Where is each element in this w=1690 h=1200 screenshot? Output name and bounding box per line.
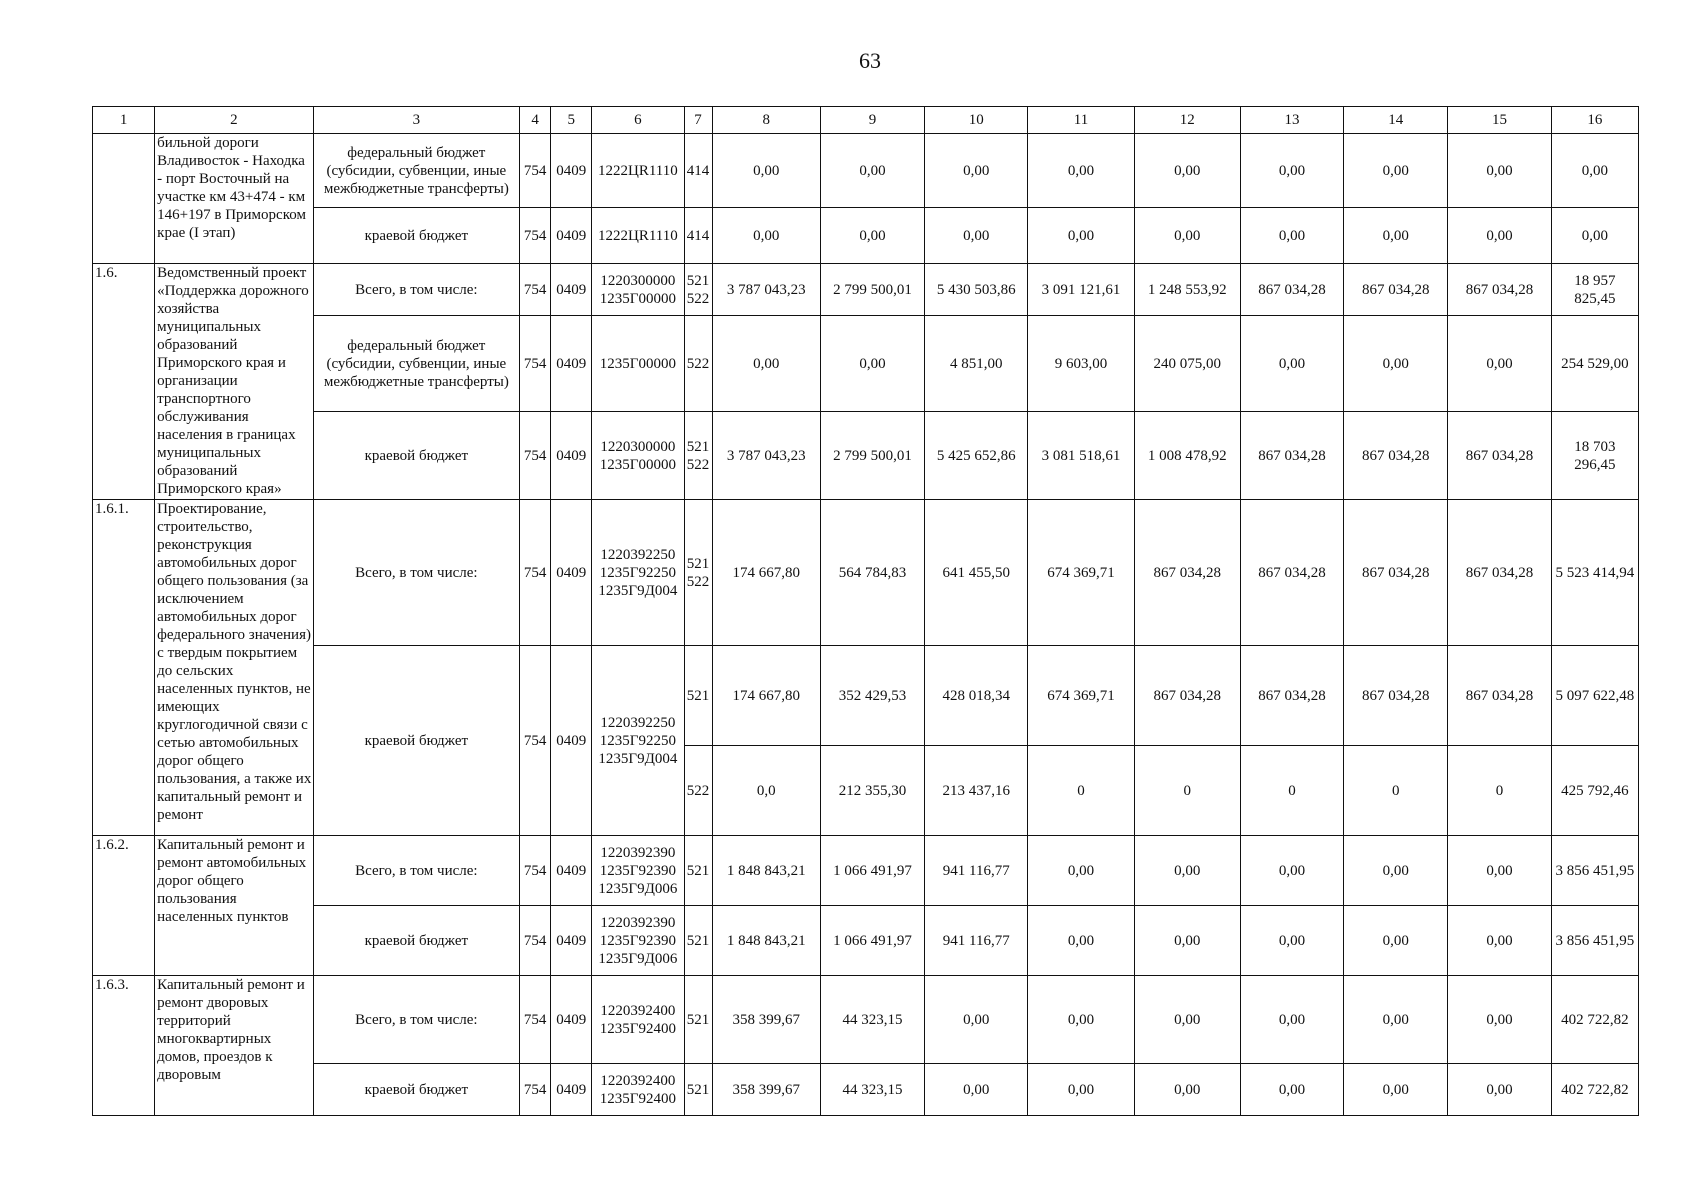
value-cell-col8: 174 667,80 [712, 646, 820, 746]
value-cell-col10: 0,00 [925, 1064, 1028, 1116]
code-line: 1235Г9Д006 [598, 950, 678, 967]
column-header-16: 16 [1551, 107, 1638, 134]
value-cell-col12: 0,00 [1134, 134, 1240, 208]
column-header-8: 8 [712, 107, 820, 134]
table-row [93, 836, 1639, 906]
code-type: 521 [684, 976, 712, 1064]
value-cell-col13: 0,00 [1240, 836, 1343, 906]
value-cell-col10: 213 437,16 [925, 746, 1028, 836]
column-header-9: 9 [820, 107, 924, 134]
value-cell-col11: 0,00 [1028, 134, 1134, 208]
code-line: 1220392390 [600, 844, 676, 861]
code-line: 1235Г00000 [599, 290, 676, 307]
code-section: 0409 [551, 976, 592, 1064]
code-section: 0409 [551, 836, 592, 906]
value-cell-col10: 941 116,77 [925, 836, 1028, 906]
value-cell-col8: 3 787 043,23 [712, 264, 820, 316]
value-cell-col10: 5 425 652,86 [925, 412, 1028, 500]
table-row [93, 264, 1639, 316]
code-type: 522 [684, 746, 712, 836]
value-cell-col15: 867 034,28 [1448, 500, 1551, 646]
value-cell-col10: 4 851,00 [925, 316, 1028, 412]
code-line: 1220300000 [600, 272, 676, 289]
code-target [592, 1064, 684, 1116]
column-header-10: 10 [925, 107, 1028, 134]
code-target: 1222ЦR1110 [592, 134, 684, 208]
code-target [592, 500, 684, 646]
value-cell-col11: 3 081 518,61 [1028, 412, 1134, 500]
value-cell-col9: 2 799 500,01 [820, 412, 924, 500]
funding-source: краевой бюджет [313, 1064, 520, 1116]
value-cell-col12: 0 [1134, 746, 1240, 836]
value-cell-col8: 3 787 043,23 [712, 412, 820, 500]
funding-source: федеральный бюджет (субсидии, субвенции, иные межбюджетные трансферты) [313, 316, 520, 412]
code-section: 0409 [551, 906, 592, 976]
code-grbs: 754 [520, 316, 551, 412]
code-grbs: 754 [520, 264, 551, 316]
table-row [93, 316, 1639, 412]
code-target [592, 836, 684, 906]
funding-source: Всего, в том числе: [313, 500, 520, 646]
column-header-1: 1 [93, 107, 155, 134]
code-line: 521 [686, 438, 710, 455]
code-type: 521 [684, 906, 712, 976]
value-cell-col8: 174 667,80 [712, 500, 820, 646]
value-cell-col14: 0,00 [1344, 836, 1448, 906]
measure-name: Капитальный ремонт и ремонт дворовых территорий многоквартирных домов, проездов к дворовым [155, 976, 313, 1116]
code-section: 0409 [551, 264, 592, 316]
value-cell-col11: 0,00 [1028, 906, 1134, 976]
code-line: 1235Г92400 [599, 1090, 676, 1107]
value-cell-col10: 0,00 [925, 134, 1028, 208]
value-cell-col8: 0,00 [712, 316, 820, 412]
funding-source: Всего, в том числе: [313, 976, 520, 1064]
value-cell-col10: 5 430 503,86 [925, 264, 1028, 316]
code-line: 1220392400 [600, 1072, 676, 1089]
value-cell-col13: 0,00 [1240, 316, 1343, 412]
value-cell-col11: 0,00 [1028, 208, 1134, 264]
column-header-5: 5 [551, 107, 592, 134]
value-cell-col12: 0,00 [1134, 836, 1240, 906]
code-grbs: 754 [520, 976, 551, 1064]
table-row [93, 1064, 1639, 1116]
value-cell-col14: 867 034,28 [1344, 264, 1448, 316]
code-section: 0409 [551, 1064, 592, 1116]
column-header-2: 2 [155, 107, 313, 134]
value-cell-col9: 2 799 500,01 [820, 264, 924, 316]
value-cell-col15: 0,00 [1448, 316, 1551, 412]
value-cell-col13: 867 034,28 [1240, 412, 1343, 500]
column-header-15: 15 [1448, 107, 1551, 134]
value-cell-col12: 1 248 553,92 [1134, 264, 1240, 316]
code-line: 1235Г92400 [599, 1020, 676, 1037]
value-cell-col16: 5 523 414,94 [1551, 500, 1638, 646]
value-cell-col11: 3 091 121,61 [1028, 264, 1134, 316]
column-header-3: 3 [313, 107, 520, 134]
code-section: 0409 [551, 134, 592, 208]
value-cell-col13: 867 034,28 [1240, 646, 1343, 746]
value-cell-col12: 867 034,28 [1134, 646, 1240, 746]
value-cell-col12: 240 075,00 [1134, 316, 1240, 412]
value-cell-col10: 0,00 [925, 976, 1028, 1064]
value-cell-col11: 0,00 [1028, 836, 1134, 906]
value-cell-col9: 564 784,83 [820, 500, 924, 646]
value-cell-col10: 641 455,50 [925, 500, 1028, 646]
code-type: 414 [684, 134, 712, 208]
code-grbs: 754 [520, 646, 551, 836]
code-type: 522 [684, 316, 712, 412]
budget-table [92, 106, 1639, 1116]
value-cell-col14: 0,00 [1344, 208, 1448, 264]
value-cell-col13: 867 034,28 [1240, 500, 1343, 646]
code-line: 1220300000 [600, 438, 676, 455]
value-cell-col15: 0,00 [1448, 976, 1551, 1064]
code-line: 1220392390 [600, 914, 676, 931]
code-target [592, 412, 684, 500]
code-type [684, 412, 712, 500]
value-cell-col16: 5 097 622,48 [1551, 646, 1638, 746]
table-row [93, 412, 1639, 500]
funding-source: краевой бюджет [313, 906, 520, 976]
column-header-14: 14 [1344, 107, 1448, 134]
value-cell-col13: 0,00 [1240, 134, 1343, 208]
funding-source: краевой бюджет [313, 646, 520, 836]
value-cell-col8: 358 399,67 [712, 976, 820, 1064]
code-target: 1222ЦR1110 [592, 208, 684, 264]
value-cell-col9: 44 323,15 [820, 1064, 924, 1116]
code-line: 522 [686, 290, 710, 307]
column-header-7: 7 [684, 107, 712, 134]
value-cell-col16: 18 703 296,45 [1551, 412, 1638, 500]
value-cell-col12: 0,00 [1134, 1064, 1240, 1116]
value-cell-col15: 867 034,28 [1448, 646, 1551, 746]
funding-source: федеральный бюджет (субсидии, субвенции, иные межбюджетные трансферты) [313, 134, 520, 208]
value-cell-col15: 0,00 [1448, 134, 1551, 208]
value-cell-col8: 0,0 [712, 746, 820, 836]
value-cell-col15: 0,00 [1448, 1064, 1551, 1116]
table-row [93, 134, 1639, 208]
value-cell-col14: 0,00 [1344, 1064, 1448, 1116]
value-cell-col15: 0,00 [1448, 836, 1551, 906]
code-type [684, 264, 712, 316]
code-target [592, 646, 684, 836]
value-cell-col16: 425 792,46 [1551, 746, 1638, 836]
value-cell-col15: 0,00 [1448, 906, 1551, 976]
measure-name: бильной дороги Владивосток - Находка - порт Восточный на участке км 43+474 - км 146+197 в Приморском крае (I этап) [155, 134, 313, 264]
value-cell-col15: 867 034,28 [1448, 412, 1551, 500]
measure-name: Капитальный ремонт и ремонт автомобильных дорог общего пользования населенных пунктов [155, 836, 313, 976]
value-cell-col14: 867 034,28 [1344, 646, 1448, 746]
code-line: 522 [686, 573, 710, 590]
funding-source: Всего, в том числе: [313, 836, 520, 906]
column-header-11: 11 [1028, 107, 1134, 134]
code-line: 1220392250 [600, 546, 676, 563]
code-target: 1235Г00000 [592, 316, 684, 412]
value-cell-col13: 0,00 [1240, 906, 1343, 976]
value-cell-col16: 402 722,82 [1551, 976, 1638, 1064]
funding-source: Всего, в том числе: [313, 264, 520, 316]
value-cell-col12: 867 034,28 [1134, 500, 1240, 646]
code-type: 521 [684, 646, 712, 746]
code-section: 0409 [551, 412, 592, 500]
value-cell-col9: 0,00 [820, 134, 924, 208]
value-cell-col10: 0,00 [925, 208, 1028, 264]
code-type: 414 [684, 208, 712, 264]
value-cell-col8: 358 399,67 [712, 1064, 820, 1116]
value-cell-col16: 0,00 [1551, 134, 1638, 208]
code-line: 522 [686, 456, 710, 473]
value-cell-col13: 0,00 [1240, 976, 1343, 1064]
value-cell-col8: 1 848 843,21 [712, 906, 820, 976]
code-section: 0409 [551, 646, 592, 836]
value-cell-col9: 0,00 [820, 316, 924, 412]
code-line: 1235Г92390 [599, 862, 676, 879]
code-line: 521 [686, 555, 710, 572]
value-cell-col11: 0,00 [1028, 976, 1134, 1064]
funding-source: краевой бюджет [313, 412, 520, 500]
value-cell-col16: 0,00 [1551, 208, 1638, 264]
code-target [592, 264, 684, 316]
value-cell-col14: 0,00 [1344, 134, 1448, 208]
value-cell-col9: 212 355,30 [820, 746, 924, 836]
table-row [93, 208, 1639, 264]
value-cell-col13: 867 034,28 [1240, 264, 1343, 316]
code-line: 1235Г9Д004 [598, 750, 678, 767]
table-row [93, 906, 1639, 976]
value-cell-col12: 1 008 478,92 [1134, 412, 1240, 500]
column-header-13: 13 [1240, 107, 1343, 134]
value-cell-col10: 428 018,34 [925, 646, 1028, 746]
column-header-4: 4 [520, 107, 551, 134]
code-line: 1235Г9Д006 [598, 880, 678, 897]
value-cell-col8: 0,00 [712, 134, 820, 208]
value-cell-col13: 0,00 [1240, 1064, 1343, 1116]
value-cell-col9: 1 066 491,97 [820, 836, 924, 906]
column-header-6: 6 [592, 107, 684, 134]
value-cell-col15: 0 [1448, 746, 1551, 836]
measure-name: Ведомственный проект «Поддержка дорожного хозяйства муниципальных образований Приморского края и организации транспортного обслуживания населения в границах муниципальных образований Приморского края» [155, 264, 313, 500]
code-line: 1220392400 [600, 1002, 676, 1019]
code-grbs: 754 [520, 1064, 551, 1116]
row-number: 1.6.1. [93, 500, 155, 836]
page-number: 63 [859, 48, 881, 73]
code-grbs: 754 [520, 500, 551, 646]
value-cell-col11: 674 369,71 [1028, 646, 1134, 746]
code-target [592, 906, 684, 976]
code-grbs: 754 [520, 134, 551, 208]
code-section: 0409 [551, 316, 592, 412]
value-cell-col9: 0,00 [820, 208, 924, 264]
code-grbs: 754 [520, 906, 551, 976]
code-line: 1235Г92390 [599, 932, 676, 949]
value-cell-col8: 0,00 [712, 208, 820, 264]
code-line: 521 [686, 272, 710, 289]
value-cell-col14: 0,00 [1344, 906, 1448, 976]
value-cell-col8: 1 848 843,21 [712, 836, 820, 906]
code-grbs: 754 [520, 412, 551, 500]
row-number [93, 134, 155, 264]
value-cell-col9: 352 429,53 [820, 646, 924, 746]
code-line: 1235Г92250 [599, 564, 676, 581]
code-type: 521 [684, 836, 712, 906]
table-row [93, 500, 1639, 646]
value-cell-col11: 674 369,71 [1028, 500, 1134, 646]
code-grbs: 754 [520, 836, 551, 906]
value-cell-col16: 254 529,00 [1551, 316, 1638, 412]
value-cell-col14: 867 034,28 [1344, 500, 1448, 646]
value-cell-col11: 0 [1028, 746, 1134, 836]
value-cell-col11: 9 603,00 [1028, 316, 1134, 412]
code-line: 1235Г9Д004 [598, 582, 678, 599]
column-header-12: 12 [1134, 107, 1240, 134]
code-line: 1220392250 [600, 714, 676, 731]
value-cell-col12: 0,00 [1134, 906, 1240, 976]
value-cell-col9: 44 323,15 [820, 976, 924, 1064]
code-type: 521 [684, 1064, 712, 1116]
value-cell-col9: 1 066 491,97 [820, 906, 924, 976]
header-row [93, 107, 1639, 134]
funding-source: краевой бюджет [313, 208, 520, 264]
measure-name: Проектирование, строительство, реконструкция автомобильных дорог общего пользования (за исключением автомобильных дорог федерального значения) с твердым покрытием до сельских населенных пунктов, не имеющих круглогодичной связи с сетью автомобильных дорог общего пользования, а также их капитальный ремонт и ремонт [155, 500, 313, 836]
value-cell-col12: 0,00 [1134, 976, 1240, 1064]
value-cell-col15: 867 034,28 [1448, 264, 1551, 316]
table-row [93, 646, 1639, 746]
row-number: 1.6. [93, 264, 155, 500]
code-target [592, 976, 684, 1064]
value-cell-col14: 867 034,28 [1344, 412, 1448, 500]
value-cell-col13: 0,00 [1240, 208, 1343, 264]
code-section: 0409 [551, 208, 592, 264]
row-number: 1.6.3. [93, 976, 155, 1116]
value-cell-col14: 0,00 [1344, 976, 1448, 1064]
value-cell-col14: 0,00 [1344, 316, 1448, 412]
table-row [93, 976, 1639, 1064]
value-cell-col16: 402 722,82 [1551, 1064, 1638, 1116]
value-cell-col16: 18 957 825,45 [1551, 264, 1638, 316]
code-grbs: 754 [520, 208, 551, 264]
code-line: 1235Г92250 [599, 732, 676, 749]
code-type [684, 500, 712, 646]
value-cell-col12: 0,00 [1134, 208, 1240, 264]
value-cell-col10: 941 116,77 [925, 906, 1028, 976]
value-cell-col11: 0,00 [1028, 1064, 1134, 1116]
value-cell-col13: 0 [1240, 746, 1343, 836]
value-cell-col16: 3 856 451,95 [1551, 836, 1638, 906]
value-cell-col15: 0,00 [1448, 208, 1551, 264]
value-cell-col16: 3 856 451,95 [1551, 906, 1638, 976]
code-section: 0409 [551, 500, 592, 646]
row-number: 1.6.2. [93, 836, 155, 976]
code-line: 1235Г00000 [599, 456, 676, 473]
value-cell-col14: 0 [1344, 746, 1448, 836]
